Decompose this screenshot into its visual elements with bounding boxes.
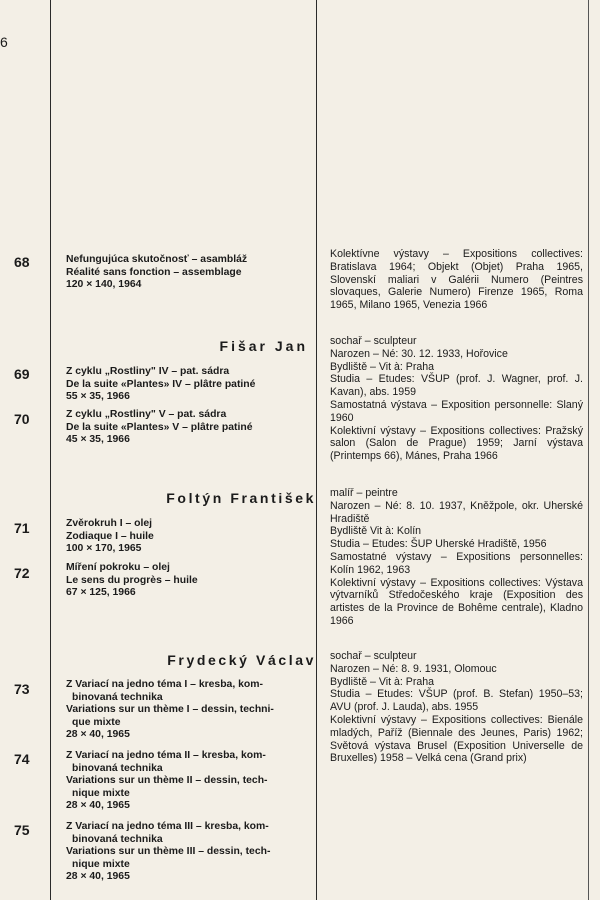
bio-born: Narozen – Né: 8. 9. 1931, Olomouc: [330, 662, 497, 675]
bio-exhibitions-collective: Kolektivní výstavy – Expositions collectives: Výstava výtvarníků Středočeského kraje (Exposition des artistes de la Province de Bohême centrale), Kladno 1966: [330, 576, 583, 627]
title-french: Variations sur un thème I – dessin, techni-: [66, 704, 274, 716]
artist-bio: [330, 248, 583, 312]
title-original-cont: binovaná technika: [72, 833, 163, 845]
catalogue-number: 71: [14, 520, 30, 536]
bio-exhibitions-personal: Samostatné výstavy – Expositions personnelles: Kolín 1962, 1963: [330, 550, 583, 576]
bio-exhibitions-collective: Kolektivní výstavy – Expositions collectives: Bienále mladých, Paříž (Biennale des Jeunes, Paris) 1962; Světová výstava Brusel (Exposition Universelle de Bruxelles) 1958 – Velká cena (Grand prix): [330, 713, 583, 765]
bio-born: Narozen – Né: 30. 12. 1933, Hořovice: [330, 347, 508, 360]
page-number: 6: [0, 34, 8, 50]
catalogue-number: 73: [14, 681, 30, 697]
bio-profession: sochař – sculpteur: [330, 335, 417, 347]
title-original: Z Variací na jedno téma III – kresba, kom-: [66, 821, 269, 832]
title-original: Zvěrokruh I – olej: [66, 518, 153, 529]
column-rule-left: [50, 0, 51, 900]
column-rule-right: [316, 0, 317, 900]
artist-bio: [330, 650, 583, 765]
catalogue-number: 74: [14, 751, 30, 767]
dimensions-year: 120 × 140, 1964: [66, 279, 142, 291]
artist-name: Fišar Jan: [219, 338, 308, 354]
dimensions-year: 28 × 40, 1965: [66, 871, 130, 883]
catalogue-number: 69: [14, 366, 30, 382]
artist-name: Foltýn František: [166, 490, 316, 506]
title-french: Zodiaque I – huile: [66, 530, 154, 542]
bio-residence: Bydliště – Vit à: Praha: [330, 360, 435, 373]
title-french: De la suite «Plantes» V – plâtre patiné: [66, 421, 253, 433]
title-french-cont: que mixte: [72, 716, 121, 728]
artwork-entry: [66, 562, 310, 600]
title-french: Le sens du progrès – huile: [66, 574, 198, 586]
bio-studies: Studia – Etudes: VŠUP (prof. B. Stefan) 1950–53; AVU (prof. J. Lauda), abs. 1955: [330, 688, 583, 714]
title-original: Z Variací na jedno téma I – kresba, kom-: [66, 679, 263, 690]
title-original: Z cyklu „Rostliny" V – pat. sádra: [66, 409, 227, 420]
title-original-cont: binovaná technika: [72, 691, 163, 703]
title-french: Variations sur un thème II – dessin, tech-: [66, 775, 268, 787]
catalogue-number: 72: [14, 565, 30, 581]
title-french: De la suite «Plantes» IV – plâtre patiné: [66, 378, 256, 390]
dimensions-year: 55 × 35, 1966: [66, 391, 130, 403]
bio-profession: malíř – peintre: [330, 487, 398, 499]
catalogue-number: 75: [14, 822, 30, 838]
catalogue-number: 70: [14, 411, 30, 427]
title-french: Réalité sans fonction – assemblage: [66, 266, 242, 278]
title-french: Variations sur un thème III – dessin, tech-: [66, 846, 271, 858]
title-french-cont: nique mixte: [72, 787, 130, 799]
artwork-entry: [66, 518, 310, 556]
artist-bio: [330, 335, 583, 463]
artwork-entry: [66, 409, 310, 447]
title-original-cont: binovaná technika: [72, 762, 163, 774]
artwork-entry: [66, 254, 310, 292]
bio-studies: Studia – Etudes: VŠUP (prof. J. Wagner, prof. J. Kavan), abs. 1959: [330, 373, 583, 399]
dimensions-year: 28 × 40, 1965: [66, 729, 130, 741]
bio-residence: Bydliště Vit à: Kolín: [330, 525, 422, 538]
bio-studies: Studia – Etudes: ŠUP Uherské Hradiště, 1956: [330, 538, 547, 551]
bio-exhibition-personal: Samostatná výstava – Exposition personnelle: Slaný 1960: [330, 398, 583, 424]
artwork-entry: [66, 821, 310, 884]
bio-born: Narozen – Né: 8. 10. 1937, Kněžpole, okr. Uherské Hradiště: [330, 499, 583, 525]
page-edge-rule: [588, 0, 589, 900]
title-french-cont: nique mixte: [72, 858, 130, 870]
dimensions-year: 45 × 35, 1966: [66, 434, 130, 446]
dimensions-year: 28 × 40, 1965: [66, 800, 130, 812]
artwork-entry: [66, 366, 310, 404]
artwork-entry: [66, 679, 310, 742]
artist-name: Frydecký Václav: [167, 652, 316, 668]
bio-profession: sochař – sculpteur: [330, 650, 417, 662]
bio-exhibitions-collective: Kolektívne výstavy – Expositions collectives: Bratislava 1964; Objekt (Objet) Praha 1965, Slovenskí maliari v Galérii Numero (Peintres slovaques, Galerie Numero) Firenze 1965, Roma 1965, Milano 1965, Venezia 1966: [330, 248, 583, 312]
title-original: Z Variací na jedno téma II – kresba, kom-: [66, 750, 266, 761]
dimensions-year: 67 × 125, 1966: [66, 587, 136, 599]
artist-bio: [330, 487, 583, 628]
artwork-entry: [66, 750, 310, 813]
catalogue-number: 68: [14, 254, 30, 270]
title-original: Z cyklu „Rostliny" IV – pat. sádra: [66, 366, 230, 377]
bio-residence: Bydliště – Vit à: Praha: [330, 675, 435, 688]
bio-exhibitions-collective: Kolektivní výstavy – Expositions collectives: Pražský salon (Salon de Prague) 1959; Jarní výstava (Printemps 66), Mánes, Praha 1966: [330, 424, 583, 463]
title-original: Míření pokroku – olej: [66, 562, 170, 573]
title-original: Nefungujúca skutočnosť – asambláž: [66, 254, 248, 265]
dimensions-year: 100 × 170, 1965: [66, 543, 142, 555]
